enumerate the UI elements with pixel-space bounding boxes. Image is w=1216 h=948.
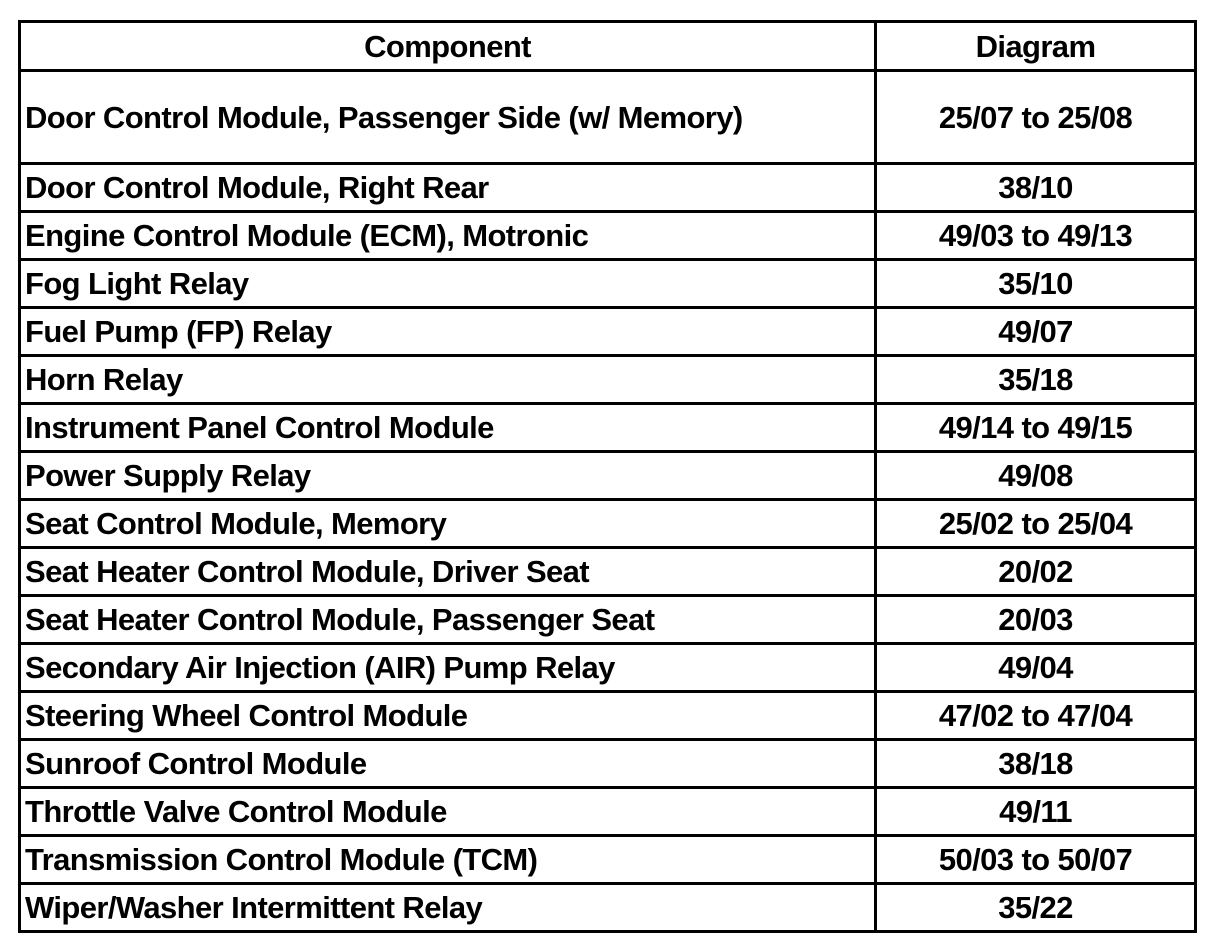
diagram-cell: 49/03 to 49/13	[876, 212, 1196, 260]
table-row	[20, 740, 1196, 788]
table-row	[20, 836, 1196, 884]
header-row	[20, 22, 1196, 71]
component-cell: Wiper/Washer Intermittent Relay	[20, 884, 876, 932]
table-body	[20, 71, 1196, 932]
diagram-cell: 20/03	[876, 596, 1196, 644]
component-cell: Steering Wheel Control Module	[20, 692, 876, 740]
diagram-cell: 38/18	[876, 740, 1196, 788]
diagram-cell: 20/02	[876, 548, 1196, 596]
table-row	[20, 788, 1196, 836]
table-row	[20, 212, 1196, 260]
component-cell: Fuel Pump (FP) Relay	[20, 308, 876, 356]
table-row	[20, 356, 1196, 404]
diagram-cell: 49/07	[876, 308, 1196, 356]
table-row	[20, 164, 1196, 212]
component-diagram-table	[18, 20, 1197, 933]
table-row	[20, 452, 1196, 500]
component-cell: Sunroof Control Module	[20, 740, 876, 788]
table-row	[20, 71, 1196, 164]
table-row	[20, 644, 1196, 692]
component-cell: Transmission Control Module (TCM)	[20, 836, 876, 884]
table-row	[20, 884, 1196, 932]
diagram-cell: 25/02 to 25/04	[876, 500, 1196, 548]
table-row	[20, 692, 1196, 740]
diagram-cell: 50/03 to 50/07	[876, 836, 1196, 884]
component-cell: Secondary Air Injection (AIR) Pump Relay	[20, 644, 876, 692]
table-header	[20, 22, 1196, 71]
diagram-cell: 35/22	[876, 884, 1196, 932]
component-cell: Seat Control Module, Memory	[20, 500, 876, 548]
diagram-cell: 25/07 to 25/08	[876, 71, 1196, 164]
component-cell: Throttle Valve Control Module	[20, 788, 876, 836]
component-cell: Door Control Module, Right Rear	[20, 164, 876, 212]
diagram-cell: 49/14 to 49/15	[876, 404, 1196, 452]
component-cell: Seat Heater Control Module, Passenger Seat	[20, 596, 876, 644]
table-row	[20, 404, 1196, 452]
component-cell: Instrument Panel Control Module	[20, 404, 876, 452]
component-cell: Power Supply Relay	[20, 452, 876, 500]
component-cell: Seat Heater Control Module, Driver Seat	[20, 548, 876, 596]
diagram-cell: 35/10	[876, 260, 1196, 308]
diagram-cell: 35/18	[876, 356, 1196, 404]
header-component: Component	[20, 22, 876, 71]
table-row	[20, 548, 1196, 596]
diagram-cell: 49/04	[876, 644, 1196, 692]
diagram-cell: 47/02 to 47/04	[876, 692, 1196, 740]
table-row	[20, 500, 1196, 548]
table-row	[20, 260, 1196, 308]
component-cell: Door Control Module, Passenger Side (w/ Memory)	[20, 71, 876, 164]
header-diagram: Diagram	[876, 22, 1196, 71]
table-row	[20, 596, 1196, 644]
component-cell: Engine Control Module (ECM), Motronic	[20, 212, 876, 260]
diagram-cell: 49/11	[876, 788, 1196, 836]
component-cell: Fog Light Relay	[20, 260, 876, 308]
table-row	[20, 308, 1196, 356]
diagram-cell: 49/08	[876, 452, 1196, 500]
diagram-cell: 38/10	[876, 164, 1196, 212]
component-cell: Horn Relay	[20, 356, 876, 404]
